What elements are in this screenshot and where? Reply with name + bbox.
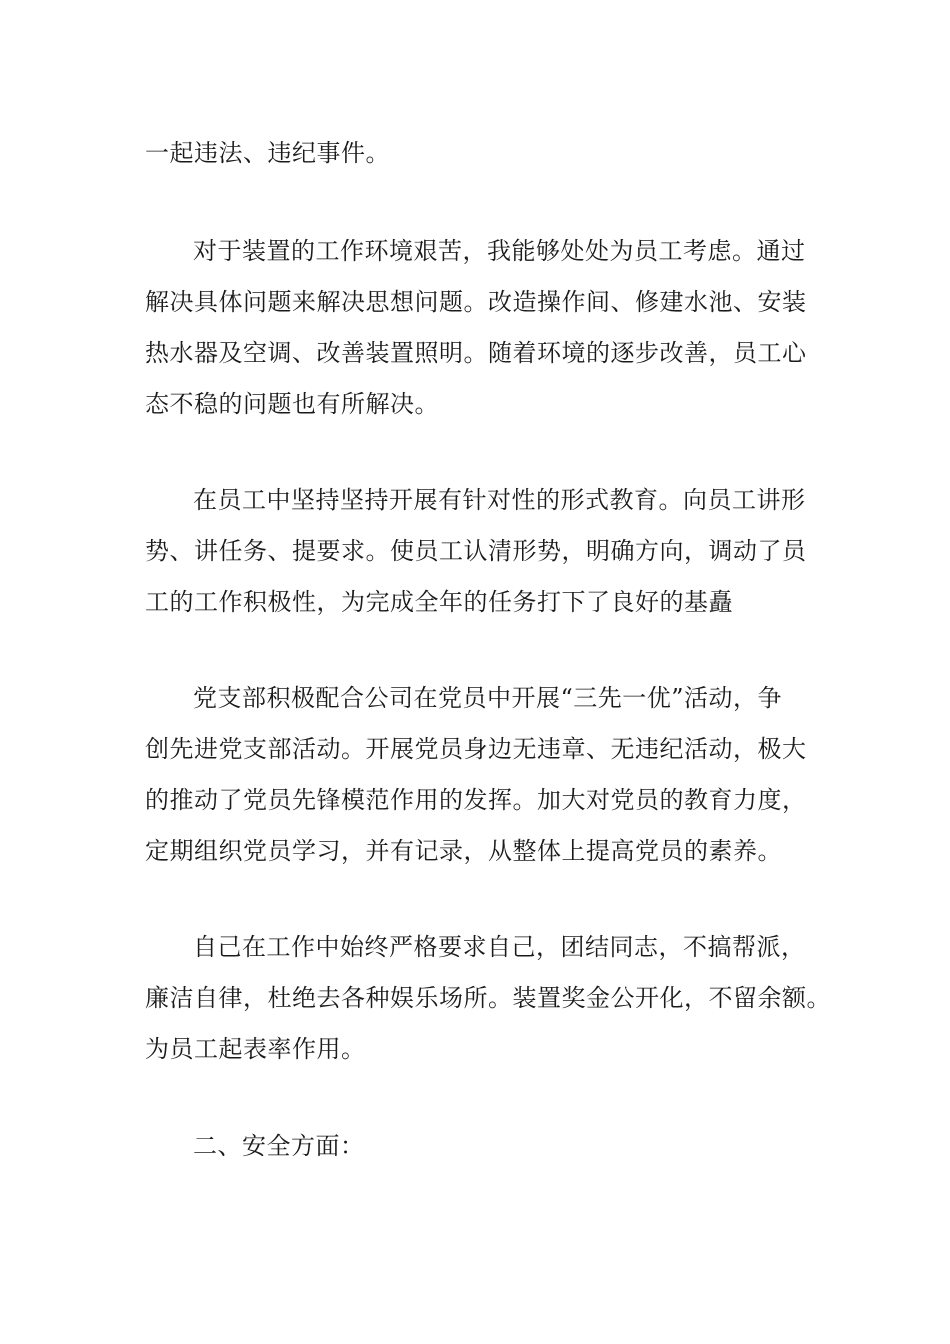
text-line: 工的工作积极性，为完成全年的任务打下了良好的基矗 (145, 588, 733, 616)
text-line: 自己在工作中始终严格要求自己，团结同志，不搞帮派， (193, 933, 806, 961)
text-line: 解决具体问题来解决思想问题。改造操作间、修建水池、安装 (145, 288, 807, 316)
text-line: 势、讲任务、提要求。使员工认清形势，明确方向，调动了员 (145, 537, 807, 565)
text-line: 在员工中坚持坚持开展有针对性的形式教育。向员工讲形 (193, 486, 806, 514)
text-line: 廉洁自律，杜绝去各种娱乐场所。装置奖金公开化，不留余额。 (145, 984, 831, 1012)
text-line: 定期组织党员学习，并有记录，从整体上提高党员的素养。 (145, 837, 782, 865)
text-line: 态不稳的问题也有所解决。 (145, 390, 439, 418)
text-line: 热水器及空调、改善装置照明。随着环境的逐步改善，员工心 (145, 339, 807, 367)
section-heading: 二、安全方面： (193, 1132, 365, 1160)
text-line: 创先进党支部活动。开展党员身边无违章、无违纪活动，极大 (145, 735, 807, 763)
text-line: 对于装置的工作环境艰苦，我能够处处为员工考虑。通过 (193, 237, 806, 265)
text-line: 的推动了党员先锋模范作用的发挥。加大对党员的教育力度， (145, 786, 807, 814)
text-line: 一起违法、违纪事件。 (145, 139, 390, 167)
text-line: 党支部积极配合公司在党员中开展“三先一优”活动，争 (193, 684, 783, 712)
text-line: 为员工起表率作用。 (145, 1035, 366, 1063)
